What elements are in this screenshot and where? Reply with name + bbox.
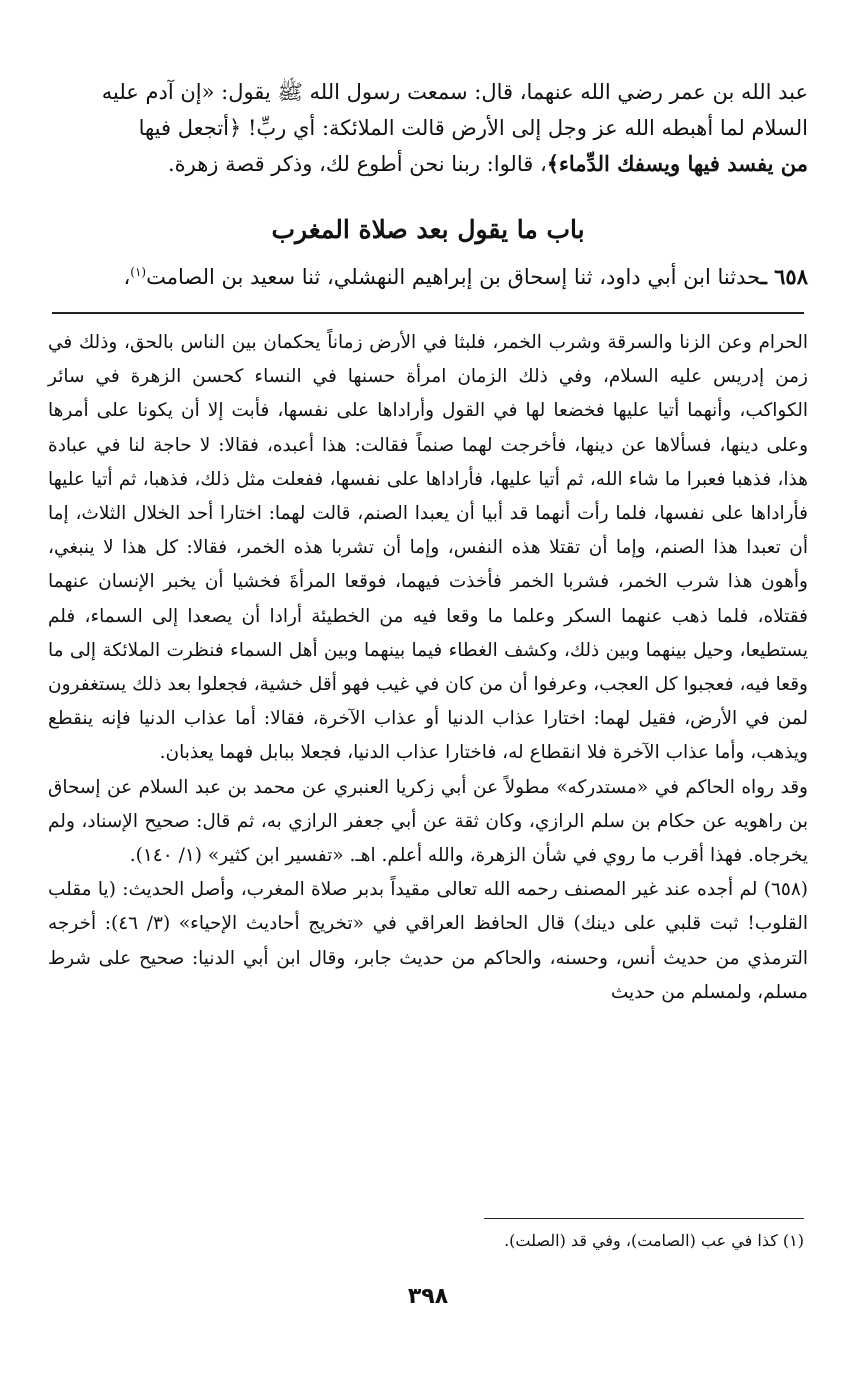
footnote-divider <box>484 1218 804 1219</box>
main-text-line: السلام لما أهبطه الله عز وجل إلى الأرض قالت الملائكة: أي ربِّ! ﴿أتجعل فيها <box>138 116 808 140</box>
main-text <box>48 74 808 182</box>
commentary <box>48 326 808 1010</box>
commentary-paragraph: الحرام وعن الزنا والسرقة وشرب الخمر، فلبثا في الأرض زماناً يحكمان بين الناس بالحق، وذلك في زمن إدريس عليه السلام، وفي ذلك الزمان امرأة حسنها في النساء كحسن الزهرة في سائر الكواكب، وأنهما أتيا عليها فخضعا لها في القول وأراداها على نفسها، فأبت إلا أن يكونا على أمرها وعلى دينها، فسألاها عن دينها، فأخرجت لهما صنماً فقالت: هذا أعبده، فقالا: لا حاجة لنا في عبادة هذا، فذهبا فعبرا ما شاء الله، ثم أتيا عليها، فأراداها على نفسها، ففعلت مثل ذلك، فذهبا، ثم أتيا عليها فأراداها على نفسها، فلما رأت أنهما قد أبيا أن يعبدا الصنم، قالت لهما: اختارا أحد الخلال الثلاث، إما أن تعبدا هذا الصنم، وإما أن تقتلا هذه النفس، وإما أن تشربا هذه الخمر، فقالا: كل هذا لا ينبغي، وأهون هذا شرب الخمر، فشربا الخمر فأخذت فيهما، فوقعا المرأةَ فخشيا أن يخبر الإنسان عنهما فقتلاه، فلما ذهب عنهما السكر وعلما ما وقعا فيه من الخطيئة أرادا أن يصعدا إلى السماء، فلم يستطيعا، وحيل بينهما وبين ذلك، وكشف الغطاء فيما بينهما وبين أهل السماء فنظرت الملائكة إلى ما وقعا فيه، فعجبوا كل العجب، وعرفوا أن من كان في غيب فهو أقل خشية، فجعلوا بعد ذلك يستغفرون لمن في الأرض، فقيل لهما: اختارا عذاب الدنيا أو عذاب الآخرة، فقالا: أما عذاب الدنيا فإنه ينقطع ويذهب، وأما عذاب الآخرة فلا انقطاع له، فاختارا عذاب الدنيا، فجعلا ببابل فهما يعذبان. <box>48 332 808 764</box>
main-text-line: عبد الله بن عمر رضي الله عنهما، قال: سمعت رسول الله ﷺ يقول: «إن آدم عليه <box>101 80 808 104</box>
hadith-tail: ، <box>123 265 131 289</box>
main-text-line <box>48 146 808 182</box>
footnote: (١) كذا في عب (الصامت)، وفي قد (الصلت). <box>504 1231 804 1250</box>
page-number: ٣٩٨ <box>407 1284 449 1309</box>
hadith-isnad: حدثنا ابن أبي داود، ثنا إسحاق بن إبراهيم النهشلي، ثنا سعيد بن الصامت <box>146 265 761 289</box>
quran-quote: من يفسد فيها ويسفك الدِّماء﴾ <box>546 151 808 176</box>
chapter-heading: باب ما يقول بعد صلاة المغرب <box>271 215 585 244</box>
hadith-number: ٦٥٨ ـ <box>760 264 808 289</box>
commentary-paragraph: وقد رواه الحاكم في «مستدركه» مطولاً عن أبي زكريا العنبري عن محمد بن عبد السلام عن إسحاق بن راهويه عن حكام بن سلم الرازي، وكان ثقة عن أبي جعفر الرازي به، ثم قال: صحيح الإسناد، ولم يخرجاه. فهذا أقرب ما روي في شأن الزهرة، والله أعلم. اهـ. «تفسير ابن كثير» (١/ ١٤٠). <box>48 776 808 867</box>
main-text-fragment: ، قالوا: ربنا نحن أطوع لك، وذكر قصة زهرة. <box>167 152 547 176</box>
commentary-paragraph: (٦٥٨) لم أجده عند غير المصنف رحمه الله تعالى مقيداً بدبر صلاة المغرب، وأصل الحديث: (يا مقلب القلوب! ثبت قلبي على دينك) قال الحافظ العراقي في «تخريج أحاديث الإحياء» (٣/ ٤٦): أخرجه الترمذي من حديث أنس، وحسنه، والحاكم من حديث جابر، وقال ابن أبي الدنيا: صحيح على شرط مسلم، ولمسلم من حديث <box>48 879 808 1003</box>
hadith-line <box>48 254 808 295</box>
section-divider <box>52 312 804 314</box>
footnote-reference: (١) <box>130 265 147 279</box>
